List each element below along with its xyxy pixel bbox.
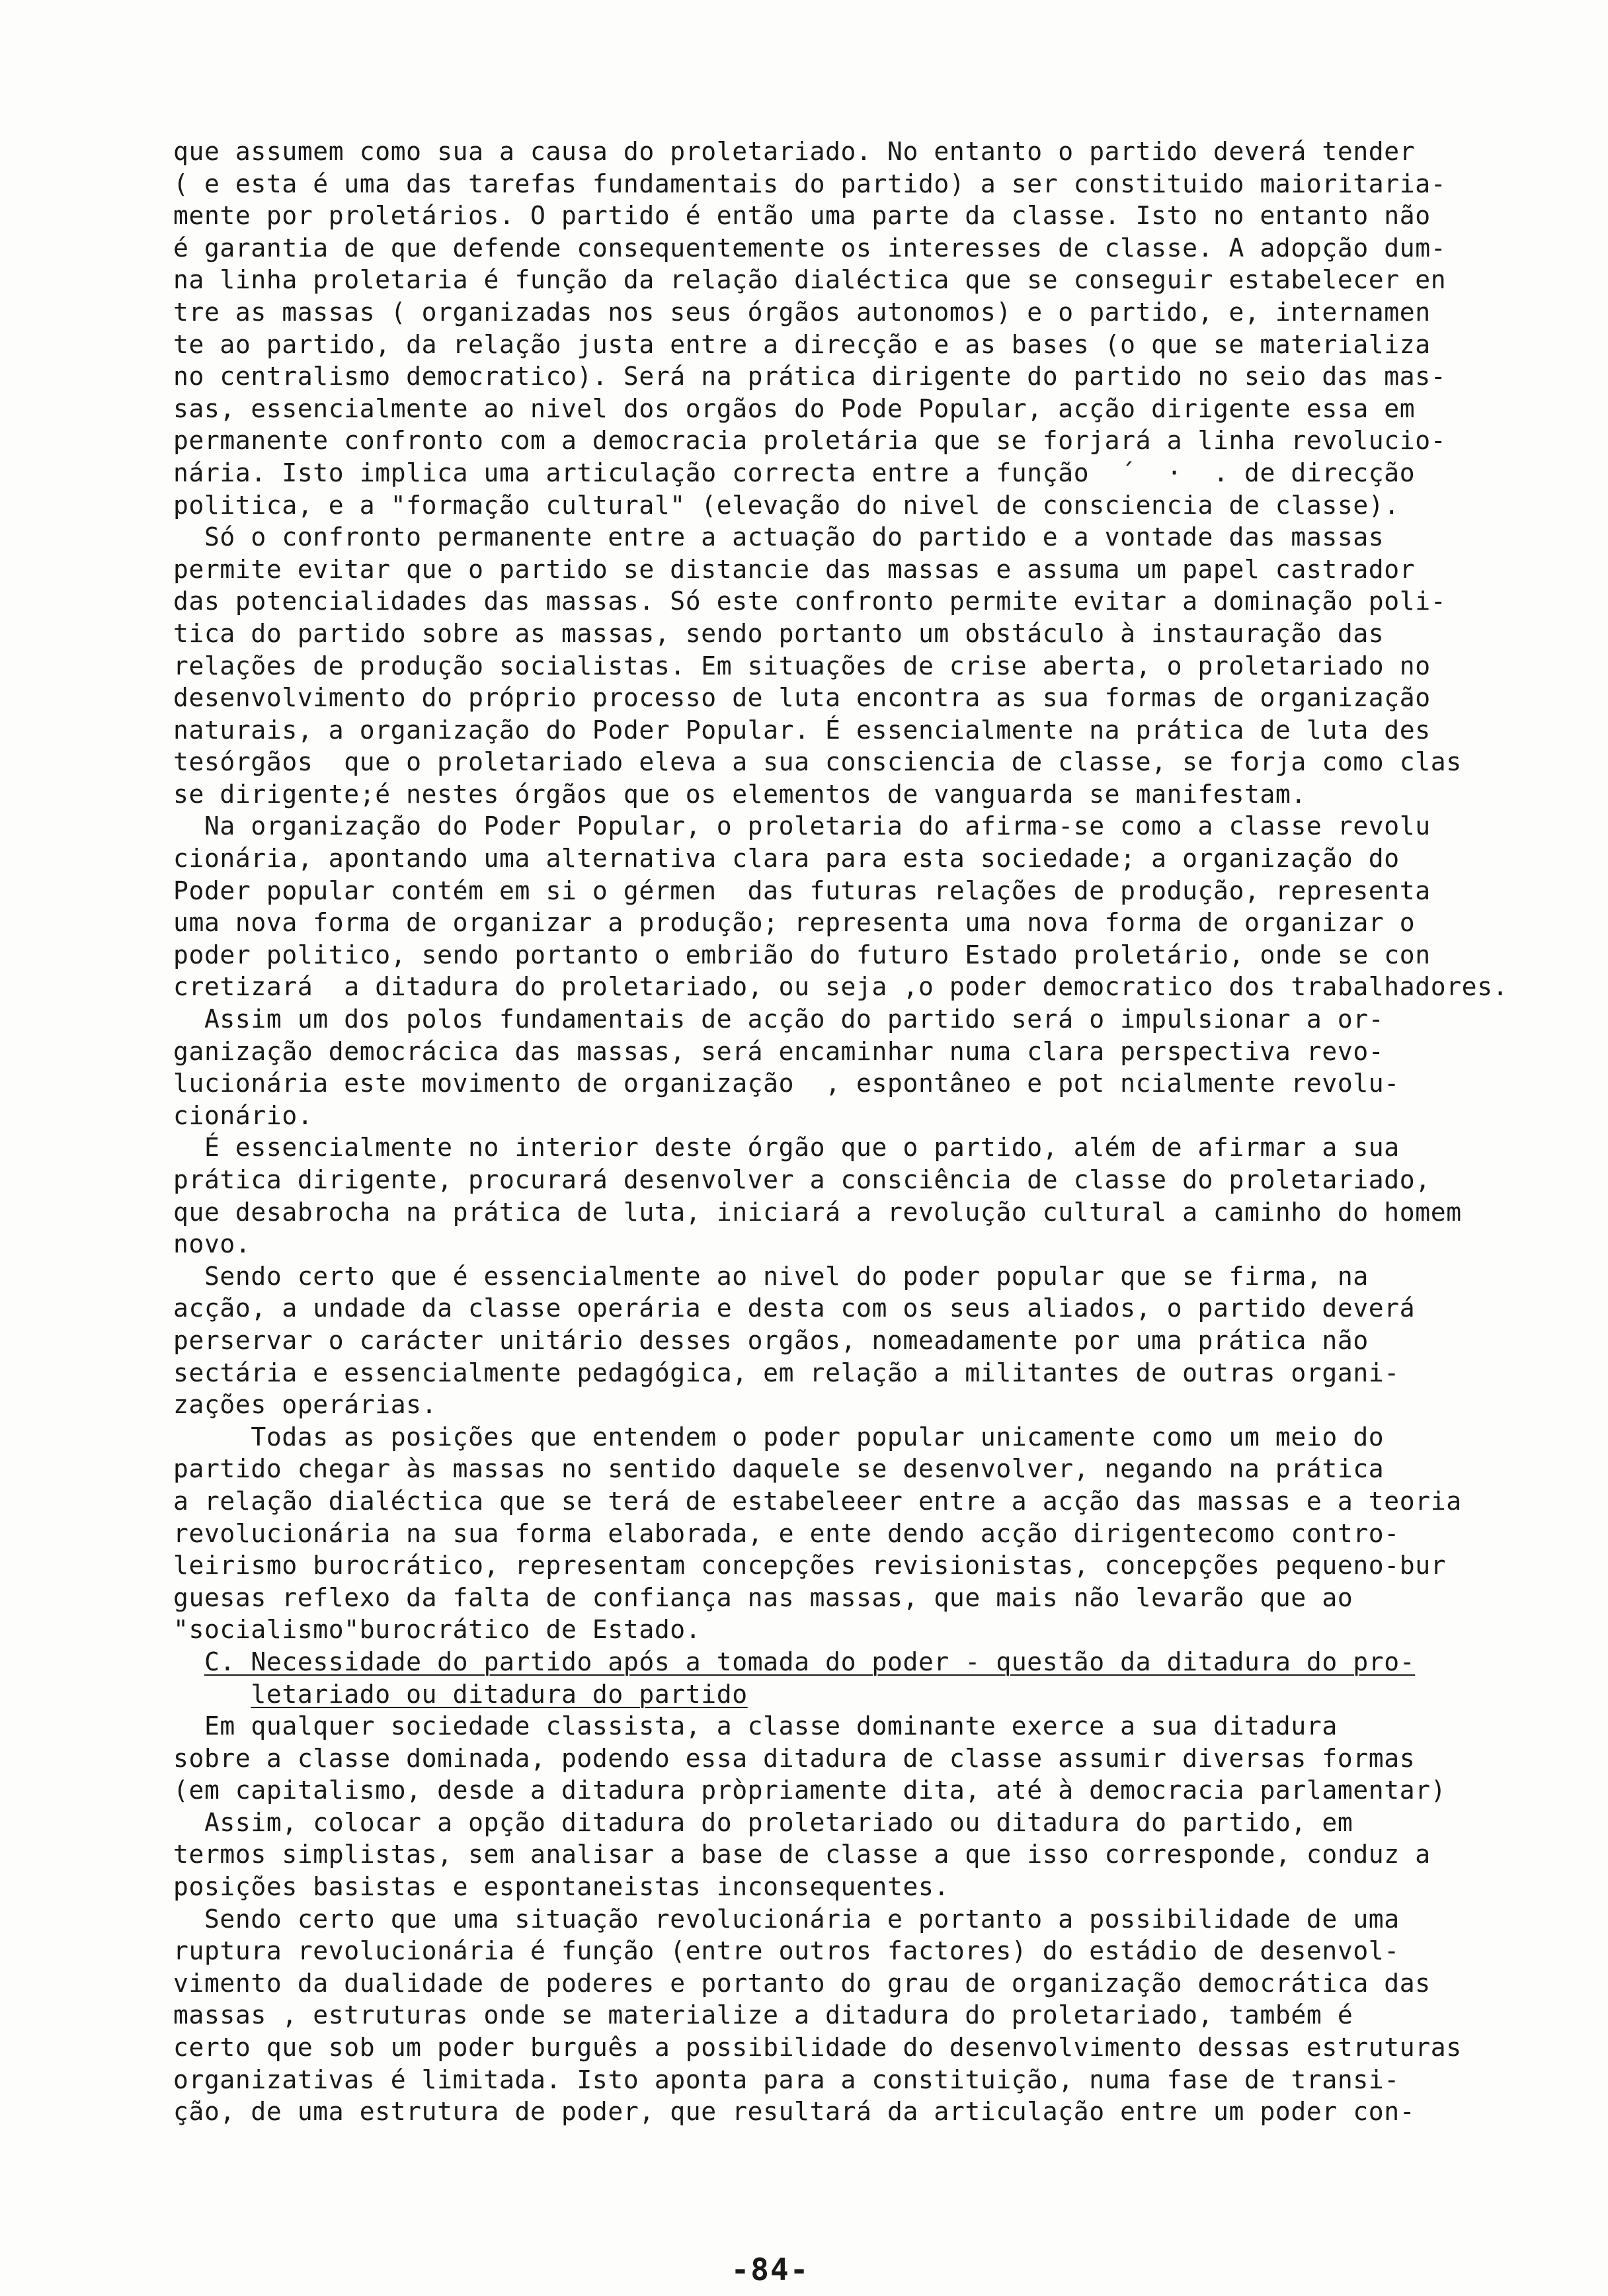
text-line: lucionária este movimento de organização , espontâneo e pot ncialmente revolu- bbox=[173, 1069, 1400, 1098]
text-line: Sendo certo que uma situação revolucionária e portanto a possibilidade de uma bbox=[173, 1904, 1400, 1934]
text-line: Sendo certo que é essencialmente ao nivel do poder popular que se firma, na bbox=[173, 1261, 1369, 1291]
text-line: permanente confronto com a democracia proletária que se forjará a linha revolucio- bbox=[173, 426, 1447, 456]
heading-text: letariado ou ditadura do partido bbox=[251, 1679, 748, 1709]
section-heading-line bbox=[173, 1646, 1489, 1678]
text-line: tica do partido sobre as massas, sendo portanto um obstáculo à instauração das bbox=[173, 618, 1385, 648]
text-line: massas , estruturas onde se materialize a ditadura do proletariado, também é bbox=[173, 2000, 1353, 2030]
text-line: sobre a classe dominada, podendo essa ditadura de classe assumir diversas formas bbox=[173, 1743, 1416, 1773]
text-line: Assim um dos polos fundamentais de acção do partido será o impulsionar a or- bbox=[173, 1004, 1385, 1034]
text-line: perservar o carácter unitário desses orgãos, nomeadamente por uma prática não bbox=[173, 1325, 1369, 1355]
text-line: vimento da dualidade de poderes e portanto do grau de organização democrática das bbox=[173, 1968, 1431, 1998]
text-line: cionária, apontando uma alternativa clara para esta sociedade; a organização do bbox=[173, 844, 1400, 874]
text-line: nária. Isto implica uma articulação correcta entre a função ´ · . de direcção bbox=[173, 458, 1416, 487]
text-line: zações operárias. bbox=[173, 1390, 438, 1420]
text-line: (em capitalismo, desde a ditadura pròpriamente dita, até à democracia parlamentar) bbox=[173, 1776, 1447, 1805]
text-line: que assumem como sua a causa do proletariado. No entanto o partido deverá tender bbox=[173, 137, 1416, 166]
text-line: prática dirigente, procurará desenvolver a consciência de classe do proletariado, bbox=[173, 1165, 1431, 1194]
text-line: politica, e a "formação cultural" (elevação do nivel de consciencia de classe). bbox=[173, 490, 1400, 520]
text-line: ção, de uma estrutura de poder, que resultará da articulação entre um poder con- bbox=[173, 2097, 1416, 2127]
text-line: "socialismo"burocrático de Estado. bbox=[173, 1615, 702, 1645]
text-line: Poder popular contém em si o gérmen das futuras relações de produção, representa bbox=[173, 876, 1431, 905]
text-line: te ao partido, da relação justa entre a direcção e as bases (o que se materializa bbox=[173, 329, 1431, 359]
text-line: posições basistas e espontaneistas inconsequentes. bbox=[173, 1872, 949, 1902]
text-line: termos simplistas, sem analisar a base de classe a que isso corresponde, conduz a bbox=[173, 1840, 1431, 1869]
text-line: ( e esta é uma das tarefas fundamentais do partido) a ser constituido maioritaria- bbox=[173, 169, 1447, 198]
text-line: na linha proletaria é função da relação dialéctica que se conseguir estabelecer en bbox=[173, 265, 1447, 295]
text-line: partido chegar às massas no sentido daquele se desenvolver, negando na prática bbox=[173, 1454, 1385, 1484]
text-line: mente por proletários. O partido é então uma parte da classe. Isto no entanto não bbox=[173, 201, 1431, 231]
text-line: permite evitar que o partido se distancie das massas e assuma um papel castrador bbox=[173, 554, 1416, 584]
indent bbox=[173, 1680, 251, 1709]
text-line: Todas as posições que entendem o poder popular unicamente como um meio do bbox=[173, 1422, 1385, 1452]
text-line: cretizará a ditadura do proletariado, ou seja ,o poder democratico dos trabalhadores. bbox=[173, 972, 1509, 1002]
text-line: sectária e essencialmente pedagógica, em relação a militantes de outras organi- bbox=[173, 1358, 1400, 1387]
text-line: que desabrocha na prática de luta, iniciará a revolução cultural a caminho do homem bbox=[173, 1197, 1462, 1227]
text-line: das potencialidades das massas. Só este confronto permite evitar a dominação poli- bbox=[173, 587, 1447, 616]
text-line: ruptura revolucionária é função (entre outros factores) do estádio de desenvol- bbox=[173, 1936, 1400, 1966]
indent bbox=[173, 1647, 204, 1676]
text-line: certo que sob um poder burguês a possibilidade do desenvolvimento dessas estruturas bbox=[173, 2033, 1462, 2063]
text-line: leirismo burocrático, representam concepções revisionistas, concepções pequeno-bur bbox=[173, 1551, 1447, 1580]
text-line: se dirigente;é nestes órgãos que os elementos de vanguarda se manifestam. bbox=[173, 779, 1306, 809]
text-line: a relação dialéctica que se terá de estabeleeer entre a acção das massas e a teoria bbox=[173, 1486, 1462, 1516]
text-line: Só o confronto permanente entre a actuação do partido e a vontade das massas bbox=[173, 522, 1385, 552]
text-line: é garantia de que defende consequentemente os interesses de classe. A adopção dum- bbox=[173, 233, 1447, 263]
text-line: relações de produção socialistas. Em situações de crise aberta, o proletariado no bbox=[173, 651, 1431, 680]
text-line: Assim, colocar a opção ditadura do proletariado ou ditadura do partido, em bbox=[173, 1807, 1353, 1837]
text-line: tesórgãos que o proletariado eleva a sua consciencia de classe, se forja como clas bbox=[173, 747, 1462, 777]
text-line: tre as massas ( organizadas nos seus órgãos autonomos) e o partido, e, internamen bbox=[173, 297, 1431, 327]
text-line: ganização democrácica das massas, será encaminhar numa clara perspectiva revo- bbox=[173, 1036, 1385, 1066]
text-line: sas, essencialmente ao nivel dos orgãos do Pode Popular, acção dirigente essa em bbox=[173, 393, 1416, 423]
text-line: desenvolvimento do próprio processo de luta encontra as sua formas de organização bbox=[173, 683, 1431, 713]
page-number: -84- bbox=[731, 2252, 810, 2287]
text-line: guesas reflexo da falta de confiança nas massas, que mais não levarão que ao bbox=[173, 1582, 1353, 1612]
text-line: no centralismo democratico). Será na prática dirigente do partido no seio das mas- bbox=[173, 362, 1447, 391]
text-line: É essencialmente no interior deste órgão que o partido, além de afirmar a sua bbox=[173, 1133, 1400, 1163]
text-line: cionário. bbox=[173, 1100, 313, 1130]
text-line: revolucionária na sua forma elaborada, e ente dendo acção dirigentecomo contro- bbox=[173, 1518, 1400, 1548]
text-line: novo. bbox=[173, 1229, 251, 1259]
text-line: poder politico, sendo portanto o embrião do futuro Estado proletário, onde se con bbox=[173, 940, 1431, 969]
section-heading-line bbox=[173, 1678, 1489, 1711]
text-line: uma nova forma de organizar a produção; representa uma nova forma de organizar o bbox=[173, 908, 1416, 938]
text-line: acção, a undade da classe operária e desta com os seus aliados, o partido deverá bbox=[173, 1293, 1416, 1323]
heading-text: C. Necessidade do partido após a tomada do poder - questão da ditadura do pro- bbox=[204, 1647, 1416, 1676]
document-body bbox=[173, 136, 1509, 2128]
text-line: naturais, a organização do Poder Popular. É essencialmente na prática de luta des bbox=[173, 715, 1431, 745]
text-line: organizativas é limitada. Isto aponta para a constituição, numa fase de transi- bbox=[173, 2065, 1400, 2094]
text-line: Na organização do Poder Popular, o proletaria do afirma-se como a classe revolu bbox=[173, 811, 1431, 841]
text-line: Em qualquer sociedade classista, a classe dominante exerce a sua ditadura bbox=[173, 1711, 1338, 1741]
